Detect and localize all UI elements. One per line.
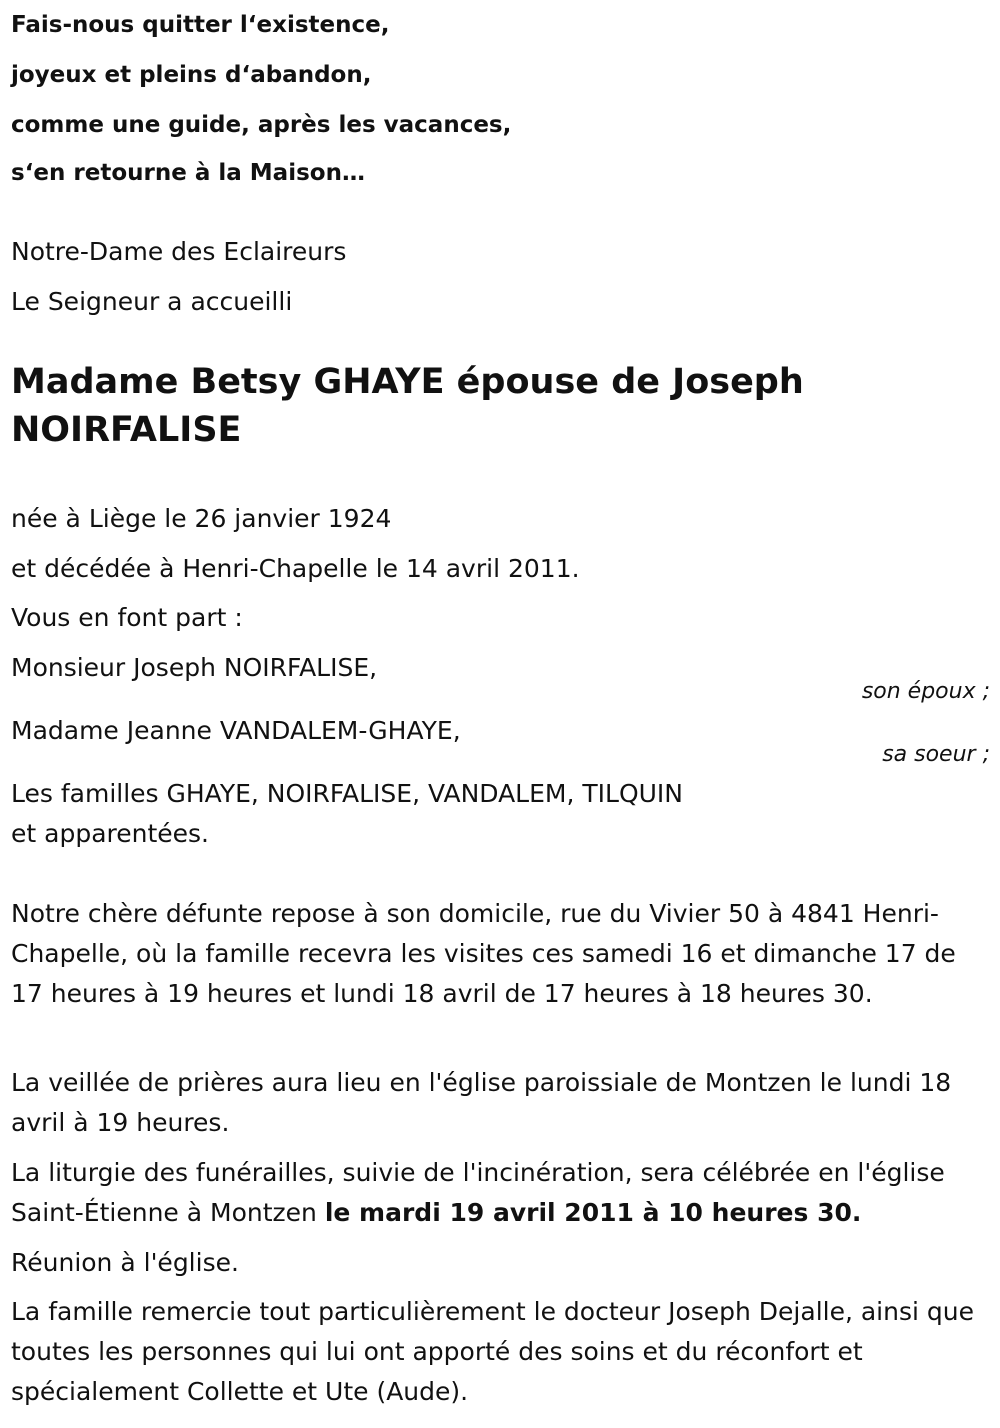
death-line: et décédée à Henri-Chapelle le 14 avril 2011.: [11, 554, 580, 583]
intro-line-1: Notre-Dame des Eclaireurs: [11, 237, 347, 266]
relative-name: Madame Jeanne VANDALEM-GHAYE,: [11, 716, 461, 745]
poem-line-4: s‘en retourne à la Maison…: [11, 160, 365, 186]
meeting-paragraph: Réunion à l'église.: [11, 1248, 239, 1277]
poem-line-3: comme une guide, après les vacances,: [11, 112, 512, 138]
deceased-title-line-2: NOIRFALISE: [11, 410, 242, 450]
liturgy-date: le mardi 19 avril 2011 à 10 heures 30.: [324, 1198, 862, 1227]
liturgy-text: La liturgie des funérailles, suivie de l'incinération, sera célébrée en l'église Saint-Étienne à Montzen: [11, 1158, 945, 1227]
announce-line: Vous en font part :: [11, 603, 243, 632]
poem-line-2: joyeux et pleins d‘abandon,: [11, 62, 372, 88]
birth-line: née à Liège le 26 janvier 1924: [11, 504, 392, 533]
families-line-1: Les familles GHAYE, NOIRFALISE, VANDALEM, TILQUIN: [11, 779, 683, 808]
families-line-2: et apparentées.: [11, 819, 209, 848]
relative-name: Monsieur Joseph NOIRFALISE,: [11, 653, 378, 682]
deceased-title-line-1: Madame Betsy GHAYE épouse de Joseph: [11, 362, 804, 402]
relative-role: sa soeur ;: [882, 742, 990, 767]
liturgy-paragraph: [11, 1153, 991, 1233]
visit-paragraph: Notre chère défunte repose à son domicile, rue du Vivier 50 à 4841 Henri-Chapelle, où la famille recevra les visites ces samedi 16 et dimanche 17 de 17 heures à 19 heures et lundi 18 avril de 17 heures à 18 heures 30.: [11, 899, 956, 1008]
intro-line-2: Le Seigneur a accueilli: [11, 287, 293, 316]
thanks-paragraph: La famille remercie tout particulièrement le docteur Joseph Dejalle, ainsi que toutes les personnes qui lui ont apporté des soins et du réconfort et spécialement Collette et Ute (Aude).: [11, 1297, 974, 1406]
relative-role: son époux ;: [861, 679, 990, 704]
poem-line-1: Fais-nous quitter l‘existence,: [11, 12, 390, 38]
vigil-paragraph: La veillée de prières aura lieu en l'église paroissiale de Montzen le lundi 18 avril à 19 heures.: [11, 1068, 952, 1137]
